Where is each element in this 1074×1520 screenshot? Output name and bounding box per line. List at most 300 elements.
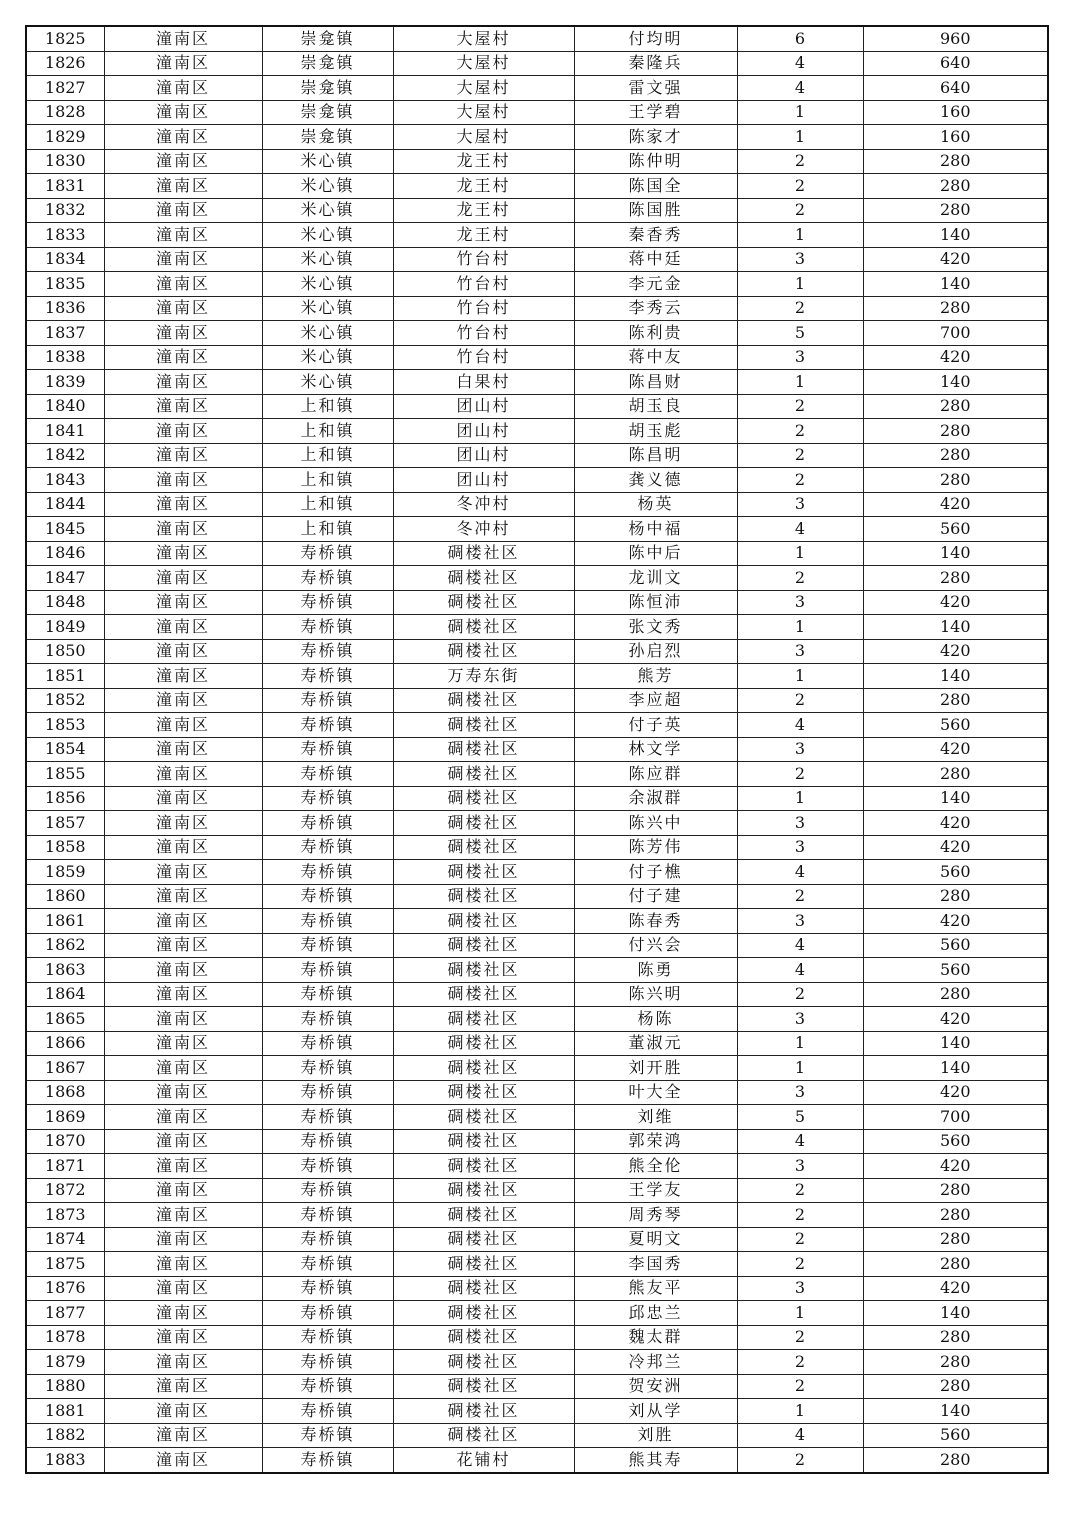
village-cell: 龙王村 — [393, 174, 574, 199]
town-cell: 米心镇 — [262, 345, 393, 370]
village-cell: 碉楼社区 — [393, 1203, 574, 1228]
amount-cell: 420 — [863, 590, 1048, 615]
district-cell: 潼南区 — [104, 933, 262, 958]
household-size-cell: 6 — [737, 26, 863, 51]
household-size-cell: 3 — [737, 1007, 863, 1032]
row-number-cell: 1847 — [26, 566, 104, 591]
row-number-cell: 1845 — [26, 517, 104, 542]
district-cell: 潼南区 — [104, 468, 262, 493]
row-number-cell: 1848 — [26, 590, 104, 615]
amount-cell: 140 — [863, 541, 1048, 566]
row-number-cell: 1874 — [26, 1227, 104, 1252]
amount-cell: 420 — [863, 1007, 1048, 1032]
amount-cell: 280 — [863, 1374, 1048, 1399]
district-cell: 潼南区 — [104, 198, 262, 223]
town-cell: 寿桥镇 — [262, 762, 393, 787]
table-row — [26, 1399, 1048, 1424]
household-size-cell: 2 — [737, 688, 863, 713]
district-cell: 潼南区 — [104, 1203, 262, 1228]
table-row — [26, 1325, 1048, 1350]
beneficiary-table — [25, 25, 1049, 1474]
amount-cell: 420 — [863, 492, 1048, 517]
village-cell: 碉楼社区 — [393, 1129, 574, 1154]
household-size-cell: 4 — [737, 1423, 863, 1448]
amount-cell: 420 — [863, 835, 1048, 860]
household-size-cell: 3 — [737, 1154, 863, 1179]
household-size-cell: 1 — [737, 100, 863, 125]
amount-cell: 140 — [863, 370, 1048, 395]
amount-cell: 560 — [863, 933, 1048, 958]
town-cell: 寿桥镇 — [262, 958, 393, 983]
household-size-cell: 4 — [737, 517, 863, 542]
town-cell: 寿桥镇 — [262, 982, 393, 1007]
district-cell: 潼南区 — [104, 1448, 262, 1473]
row-number-cell: 1862 — [26, 933, 104, 958]
name-cell: 董淑元 — [574, 1031, 737, 1056]
village-cell: 龙王村 — [393, 198, 574, 223]
amount-cell: 280 — [863, 394, 1048, 419]
town-cell: 寿桥镇 — [262, 664, 393, 689]
name-cell: 龚义德 — [574, 468, 737, 493]
name-cell: 陈仲明 — [574, 149, 737, 174]
household-size-cell: 1 — [737, 541, 863, 566]
amount-cell: 280 — [863, 1178, 1048, 1203]
amount-cell: 280 — [863, 762, 1048, 787]
household-size-cell: 2 — [737, 1178, 863, 1203]
town-cell: 米心镇 — [262, 272, 393, 297]
village-cell: 碉楼社区 — [393, 860, 574, 885]
household-size-cell: 2 — [737, 419, 863, 444]
household-size-cell: 4 — [737, 860, 863, 885]
table-row — [26, 51, 1048, 76]
name-cell: 熊芳 — [574, 664, 737, 689]
amount-cell: 280 — [863, 468, 1048, 493]
town-cell: 米心镇 — [262, 321, 393, 346]
amount-cell: 560 — [863, 1423, 1048, 1448]
household-size-cell: 1 — [737, 125, 863, 150]
town-cell: 上和镇 — [262, 492, 393, 517]
town-cell: 寿桥镇 — [262, 1423, 393, 1448]
household-size-cell: 1 — [737, 1031, 863, 1056]
household-size-cell: 1 — [737, 223, 863, 248]
village-cell: 碉楼社区 — [393, 762, 574, 787]
town-cell: 寿桥镇 — [262, 1031, 393, 1056]
town-cell: 崇龛镇 — [262, 76, 393, 101]
district-cell: 潼南区 — [104, 786, 262, 811]
district-cell: 潼南区 — [104, 125, 262, 150]
row-number-cell: 1870 — [26, 1129, 104, 1154]
village-cell: 碉楼社区 — [393, 884, 574, 909]
district-cell: 潼南区 — [104, 1276, 262, 1301]
village-cell: 龙王村 — [393, 149, 574, 174]
district-cell: 潼南区 — [104, 541, 262, 566]
household-size-cell: 5 — [737, 1105, 863, 1130]
district-cell: 潼南区 — [104, 884, 262, 909]
town-cell: 寿桥镇 — [262, 933, 393, 958]
name-cell: 夏明文 — [574, 1227, 737, 1252]
name-cell: 陈春秀 — [574, 909, 737, 934]
table-row — [26, 1301, 1048, 1326]
village-cell: 碉楼社区 — [393, 1350, 574, 1375]
row-number-cell: 1873 — [26, 1203, 104, 1228]
row-number-cell: 1838 — [26, 345, 104, 370]
row-number-cell: 1854 — [26, 737, 104, 762]
household-size-cell: 2 — [737, 296, 863, 321]
table-row — [26, 443, 1048, 468]
village-cell: 碉楼社区 — [393, 1325, 574, 1350]
table-row — [26, 174, 1048, 199]
amount-cell: 140 — [863, 615, 1048, 640]
town-cell: 寿桥镇 — [262, 909, 393, 934]
name-cell: 李应超 — [574, 688, 737, 713]
village-cell: 碉楼社区 — [393, 615, 574, 640]
name-cell: 熊其寿 — [574, 1448, 737, 1473]
district-cell: 潼南区 — [104, 76, 262, 101]
amount-cell: 420 — [863, 247, 1048, 272]
row-number-cell: 1840 — [26, 394, 104, 419]
town-cell: 崇龛镇 — [262, 125, 393, 150]
town-cell: 寿桥镇 — [262, 713, 393, 738]
row-number-cell: 1843 — [26, 468, 104, 493]
name-cell: 陈利贵 — [574, 321, 737, 346]
amount-cell: 420 — [863, 909, 1048, 934]
village-cell: 碉楼社区 — [393, 909, 574, 934]
name-cell: 陈国全 — [574, 174, 737, 199]
table-row — [26, 296, 1048, 321]
amount-cell: 280 — [863, 174, 1048, 199]
name-cell: 蒋中友 — [574, 345, 737, 370]
district-cell: 潼南区 — [104, 26, 262, 51]
town-cell: 寿桥镇 — [262, 737, 393, 762]
household-size-cell: 2 — [737, 762, 863, 787]
district-cell: 潼南区 — [104, 174, 262, 199]
household-size-cell: 3 — [737, 247, 863, 272]
table-row — [26, 590, 1048, 615]
district-cell: 潼南区 — [104, 615, 262, 640]
town-cell: 上和镇 — [262, 443, 393, 468]
village-cell: 竹台村 — [393, 345, 574, 370]
household-size-cell: 3 — [737, 909, 863, 934]
table-row — [26, 1178, 1048, 1203]
row-number-cell: 1863 — [26, 958, 104, 983]
household-size-cell: 2 — [737, 174, 863, 199]
household-size-cell: 1 — [737, 1399, 863, 1424]
village-cell: 团山村 — [393, 468, 574, 493]
town-cell: 寿桥镇 — [262, 811, 393, 836]
name-cell: 付均明 — [574, 26, 737, 51]
amount-cell: 280 — [863, 419, 1048, 444]
table-row — [26, 1007, 1048, 1032]
name-cell: 陈应群 — [574, 762, 737, 787]
name-cell: 刘开胜 — [574, 1056, 737, 1081]
table-row — [26, 370, 1048, 395]
table-row — [26, 1350, 1048, 1375]
village-cell: 大屋村 — [393, 125, 574, 150]
town-cell: 寿桥镇 — [262, 1007, 393, 1032]
table-row — [26, 419, 1048, 444]
table-row — [26, 468, 1048, 493]
town-cell: 崇龛镇 — [262, 26, 393, 51]
amount-cell: 420 — [863, 1154, 1048, 1179]
name-cell: 秦香秀 — [574, 223, 737, 248]
name-cell: 蒋中廷 — [574, 247, 737, 272]
row-number-cell: 1860 — [26, 884, 104, 909]
row-number-cell: 1839 — [26, 370, 104, 395]
table-row — [26, 615, 1048, 640]
town-cell: 寿桥镇 — [262, 1374, 393, 1399]
district-cell: 潼南区 — [104, 1325, 262, 1350]
name-cell: 陈勇 — [574, 958, 737, 983]
row-number-cell: 1879 — [26, 1350, 104, 1375]
row-number-cell: 1856 — [26, 786, 104, 811]
table-body — [26, 26, 1048, 1473]
town-cell: 寿桥镇 — [262, 1080, 393, 1105]
document-page — [25, 25, 1049, 1474]
village-cell: 碉楼社区 — [393, 541, 574, 566]
table-row — [26, 1448, 1048, 1473]
village-cell: 碉楼社区 — [393, 1423, 574, 1448]
district-cell: 潼南区 — [104, 1056, 262, 1081]
household-size-cell: 3 — [737, 590, 863, 615]
row-number-cell: 1858 — [26, 835, 104, 860]
village-cell: 碉楼社区 — [393, 1080, 574, 1105]
village-cell: 花铺村 — [393, 1448, 574, 1473]
amount-cell: 420 — [863, 737, 1048, 762]
amount-cell: 420 — [863, 811, 1048, 836]
amount-cell: 140 — [863, 1301, 1048, 1326]
table-row — [26, 909, 1048, 934]
district-cell: 潼南区 — [104, 664, 262, 689]
table-row — [26, 1031, 1048, 1056]
village-cell: 碉楼社区 — [393, 1007, 574, 1032]
district-cell: 潼南区 — [104, 639, 262, 664]
name-cell: 贺安洲 — [574, 1374, 737, 1399]
name-cell: 陈国胜 — [574, 198, 737, 223]
town-cell: 寿桥镇 — [262, 688, 393, 713]
village-cell: 碉楼社区 — [393, 1399, 574, 1424]
district-cell: 潼南区 — [104, 835, 262, 860]
household-size-cell: 5 — [737, 321, 863, 346]
table-row — [26, 272, 1048, 297]
row-number-cell: 1882 — [26, 1423, 104, 1448]
amount-cell: 280 — [863, 149, 1048, 174]
name-cell: 熊友平 — [574, 1276, 737, 1301]
row-number-cell: 1827 — [26, 76, 104, 101]
household-size-cell: 3 — [737, 639, 863, 664]
amount-cell: 140 — [863, 786, 1048, 811]
town-cell: 米心镇 — [262, 296, 393, 321]
amount-cell: 560 — [863, 1129, 1048, 1154]
household-size-cell: 3 — [737, 811, 863, 836]
district-cell: 潼南区 — [104, 1350, 262, 1375]
row-number-cell: 1878 — [26, 1325, 104, 1350]
amount-cell: 140 — [863, 664, 1048, 689]
amount-cell: 280 — [863, 566, 1048, 591]
village-cell: 碉楼社区 — [393, 566, 574, 591]
name-cell: 李国秀 — [574, 1252, 737, 1277]
household-size-cell: 1 — [737, 615, 863, 640]
household-size-cell: 4 — [737, 933, 863, 958]
district-cell: 潼南区 — [104, 1080, 262, 1105]
village-cell: 万寿东街 — [393, 664, 574, 689]
name-cell: 熊全伦 — [574, 1154, 737, 1179]
town-cell: 寿桥镇 — [262, 1325, 393, 1350]
village-cell: 团山村 — [393, 443, 574, 468]
amount-cell: 140 — [863, 223, 1048, 248]
district-cell: 潼南区 — [104, 982, 262, 1007]
table-row — [26, 321, 1048, 346]
amount-cell: 640 — [863, 76, 1048, 101]
village-cell: 竹台村 — [393, 247, 574, 272]
town-cell: 上和镇 — [262, 468, 393, 493]
town-cell: 寿桥镇 — [262, 835, 393, 860]
row-number-cell: 1864 — [26, 982, 104, 1007]
table-row — [26, 76, 1048, 101]
household-size-cell: 1 — [737, 1056, 863, 1081]
name-cell: 陈昌财 — [574, 370, 737, 395]
table-row — [26, 639, 1048, 664]
village-cell: 碉楼社区 — [393, 1178, 574, 1203]
table-row — [26, 860, 1048, 885]
table-row — [26, 345, 1048, 370]
table-row — [26, 1423, 1048, 1448]
town-cell: 寿桥镇 — [262, 1399, 393, 1424]
district-cell: 潼南区 — [104, 909, 262, 934]
name-cell: 魏太群 — [574, 1325, 737, 1350]
name-cell: 胡玉良 — [574, 394, 737, 419]
name-cell: 王学碧 — [574, 100, 737, 125]
village-cell: 碉楼社区 — [393, 1056, 574, 1081]
table-row — [26, 1080, 1048, 1105]
table-row — [26, 223, 1048, 248]
amount-cell: 640 — [863, 51, 1048, 76]
town-cell: 米心镇 — [262, 174, 393, 199]
district-cell: 潼南区 — [104, 443, 262, 468]
district-cell: 潼南区 — [104, 100, 262, 125]
town-cell: 米心镇 — [262, 370, 393, 395]
district-cell: 潼南区 — [104, 272, 262, 297]
town-cell: 寿桥镇 — [262, 1056, 393, 1081]
district-cell: 潼南区 — [104, 1178, 262, 1203]
district-cell: 潼南区 — [104, 590, 262, 615]
town-cell: 寿桥镇 — [262, 860, 393, 885]
name-cell: 刘胜 — [574, 1423, 737, 1448]
table-row — [26, 835, 1048, 860]
table-row — [26, 1374, 1048, 1399]
amount-cell: 560 — [863, 713, 1048, 738]
amount-cell: 280 — [863, 296, 1048, 321]
row-number-cell: 1853 — [26, 713, 104, 738]
row-number-cell: 1836 — [26, 296, 104, 321]
town-cell: 寿桥镇 — [262, 615, 393, 640]
row-number-cell: 1861 — [26, 909, 104, 934]
town-cell: 米心镇 — [262, 223, 393, 248]
household-size-cell: 4 — [737, 1129, 863, 1154]
village-cell: 碉楼社区 — [393, 688, 574, 713]
household-size-cell: 3 — [737, 737, 863, 762]
amount-cell: 280 — [863, 884, 1048, 909]
district-cell: 潼南区 — [104, 762, 262, 787]
village-cell: 竹台村 — [393, 272, 574, 297]
household-size-cell: 2 — [737, 1227, 863, 1252]
household-size-cell: 2 — [737, 982, 863, 1007]
row-number-cell: 1852 — [26, 688, 104, 713]
row-number-cell: 1834 — [26, 247, 104, 272]
name-cell: 陈家才 — [574, 125, 737, 150]
district-cell: 潼南区 — [104, 247, 262, 272]
amount-cell: 280 — [863, 982, 1048, 1007]
village-cell: 冬冲村 — [393, 517, 574, 542]
village-cell: 碉楼社区 — [393, 737, 574, 762]
row-number-cell: 1851 — [26, 664, 104, 689]
row-number-cell: 1880 — [26, 1374, 104, 1399]
town-cell: 寿桥镇 — [262, 566, 393, 591]
table-row — [26, 811, 1048, 836]
household-size-cell: 1 — [737, 370, 863, 395]
name-cell: 李元金 — [574, 272, 737, 297]
table-row — [26, 713, 1048, 738]
table-row — [26, 198, 1048, 223]
name-cell: 刘从学 — [574, 1399, 737, 1424]
village-cell: 碉楼社区 — [393, 786, 574, 811]
row-number-cell: 1855 — [26, 762, 104, 787]
name-cell: 付兴会 — [574, 933, 737, 958]
row-number-cell: 1859 — [26, 860, 104, 885]
row-number-cell: 1846 — [26, 541, 104, 566]
name-cell: 陈兴明 — [574, 982, 737, 1007]
name-cell: 王学友 — [574, 1178, 737, 1203]
household-size-cell: 2 — [737, 443, 863, 468]
district-cell: 潼南区 — [104, 345, 262, 370]
row-number-cell: 1835 — [26, 272, 104, 297]
town-cell: 寿桥镇 — [262, 590, 393, 615]
row-number-cell: 1868 — [26, 1080, 104, 1105]
amount-cell: 280 — [863, 1252, 1048, 1277]
name-cell: 周秀琴 — [574, 1203, 737, 1228]
row-number-cell: 1872 — [26, 1178, 104, 1203]
district-cell: 潼南区 — [104, 149, 262, 174]
district-cell: 潼南区 — [104, 688, 262, 713]
village-cell: 白果村 — [393, 370, 574, 395]
amount-cell: 420 — [863, 1080, 1048, 1105]
district-cell: 潼南区 — [104, 1031, 262, 1056]
district-cell: 潼南区 — [104, 321, 262, 346]
district-cell: 潼南区 — [104, 860, 262, 885]
name-cell: 刘维 — [574, 1105, 737, 1130]
row-number-cell: 1833 — [26, 223, 104, 248]
village-cell: 碉楼社区 — [393, 1276, 574, 1301]
town-cell: 上和镇 — [262, 419, 393, 444]
district-cell: 潼南区 — [104, 419, 262, 444]
town-cell: 崇龛镇 — [262, 51, 393, 76]
name-cell: 雷文强 — [574, 76, 737, 101]
row-number-cell: 1877 — [26, 1301, 104, 1326]
town-cell: 寿桥镇 — [262, 639, 393, 664]
village-cell: 碉楼社区 — [393, 1374, 574, 1399]
village-cell: 碉楼社区 — [393, 982, 574, 1007]
town-cell: 寿桥镇 — [262, 1154, 393, 1179]
household-size-cell: 2 — [737, 394, 863, 419]
name-cell: 杨中福 — [574, 517, 737, 542]
district-cell: 潼南区 — [104, 1105, 262, 1130]
name-cell: 龙训文 — [574, 566, 737, 591]
district-cell: 潼南区 — [104, 1227, 262, 1252]
amount-cell: 280 — [863, 688, 1048, 713]
name-cell: 杨陈 — [574, 1007, 737, 1032]
district-cell: 潼南区 — [104, 394, 262, 419]
district-cell: 潼南区 — [104, 517, 262, 542]
village-cell: 碉楼社区 — [393, 1252, 574, 1277]
